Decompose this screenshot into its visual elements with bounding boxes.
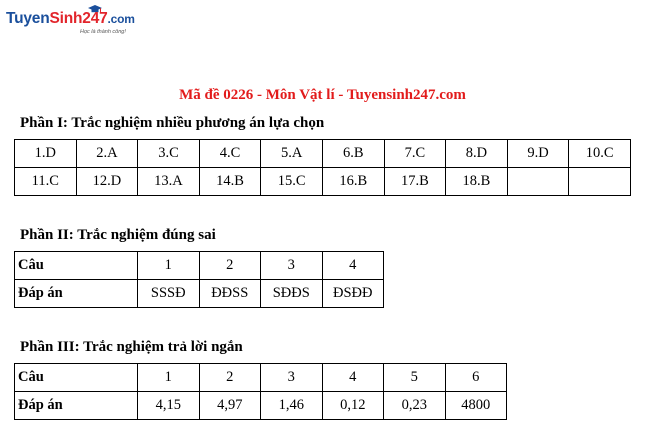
- answer-cell: 7.C: [384, 140, 446, 168]
- answer-cell: 4.C: [199, 140, 261, 168]
- answer-cell: 4,15: [138, 392, 200, 420]
- answer-cell: 12.D: [76, 168, 138, 196]
- answer-cell: 11.C: [15, 168, 77, 196]
- answer-cell: [569, 168, 631, 196]
- question-number: 2: [199, 364, 261, 392]
- answer-cell: 2.A: [76, 140, 138, 168]
- question-number: 1: [138, 364, 200, 392]
- site-logo[interactable]: [6, 8, 156, 40]
- answer-cell: 1.D: [15, 140, 77, 168]
- question-number: 1: [138, 252, 200, 280]
- answer-cell: 0,23: [384, 392, 446, 420]
- row-label: Đáp án: [15, 280, 138, 308]
- logo-part-1: Tuyen: [6, 10, 50, 27]
- answer-cell: [507, 168, 569, 196]
- table-row: [15, 140, 631, 168]
- answer-cell: 3.C: [138, 140, 200, 168]
- answer-cell: 13.A: [138, 168, 200, 196]
- table-row: [15, 168, 631, 196]
- question-number: 4: [322, 364, 384, 392]
- answer-cell: 14.B: [199, 168, 261, 196]
- answer-cell: 9.D: [507, 140, 569, 168]
- part-3-heading: Phần III: Trắc nghiệm trả lời ngắn: [20, 339, 243, 355]
- logo-part-3: .com: [107, 12, 135, 26]
- row-label: Câu: [15, 364, 138, 392]
- answer-cell: 6.B: [322, 140, 384, 168]
- question-number: 3: [261, 364, 323, 392]
- table-row: [15, 364, 507, 392]
- row-label: Câu: [15, 252, 138, 280]
- answer-cell: 0,12: [322, 392, 384, 420]
- answer-cell: 4800: [445, 392, 507, 420]
- part-1-heading: Phần I: Trắc nghiệm nhiều phương án lựa chọn: [20, 115, 325, 131]
- answer-cell: 16.B: [322, 168, 384, 196]
- part-2-heading: Phần II: Trắc nghiệm đúng sai: [20, 227, 216, 243]
- answer-cell: SSSĐ: [138, 280, 200, 308]
- answer-cell: 5.A: [261, 140, 323, 168]
- question-number: 2: [199, 252, 261, 280]
- table-row: [15, 392, 507, 420]
- row-label: Đáp án: [15, 392, 138, 420]
- question-number: 3: [261, 252, 323, 280]
- table-row: [15, 280, 384, 308]
- logo-slogan: Học là thành công!: [80, 29, 126, 35]
- answer-cell: 4,97: [199, 392, 261, 420]
- part-2-answer-table: [14, 251, 384, 308]
- answer-cell: 17.B: [384, 168, 446, 196]
- answer-cell: 18.B: [446, 168, 508, 196]
- question-number: 6: [445, 364, 507, 392]
- question-number: 4: [322, 252, 384, 280]
- answer-cell: 15.C: [261, 168, 323, 196]
- answer-cell: 8.D: [446, 140, 508, 168]
- answer-cell: ĐSĐĐ: [322, 280, 384, 308]
- answer-cell: 1,46: [261, 392, 323, 420]
- part-1-answer-table: [14, 139, 631, 196]
- question-number: 5: [384, 364, 446, 392]
- logo-text: [6, 10, 135, 28]
- part-3-answer-table: [14, 363, 507, 420]
- answer-cell: SĐĐS: [261, 280, 323, 308]
- page-title: Mã đề 0226 - Môn Vật lí - Tuyensinh247.com: [179, 87, 466, 103]
- table-row: [15, 252, 384, 280]
- answer-cell: ĐĐSS: [199, 280, 261, 308]
- logo-part-2: Sinh247: [49, 10, 108, 27]
- answer-cell: 10.C: [569, 140, 631, 168]
